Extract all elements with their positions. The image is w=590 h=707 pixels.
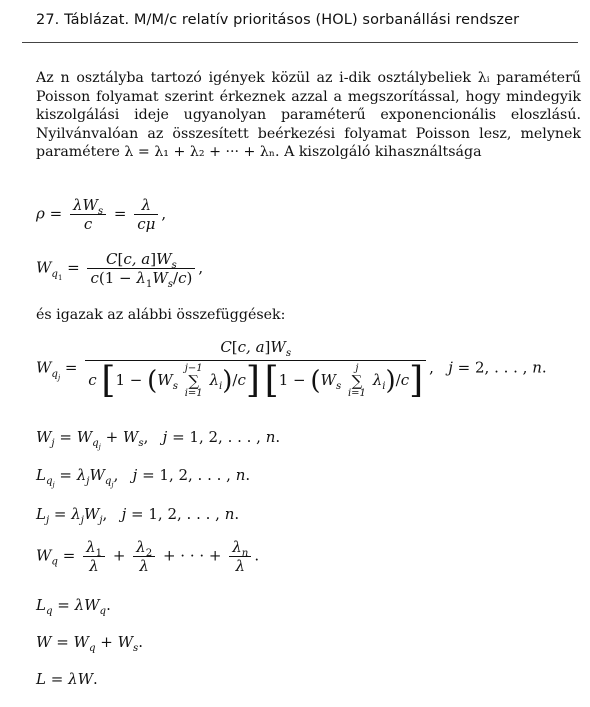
formula-rho: ρ = $\frac{\lambda W_s}{c}$ = $\frac{\lambda}{c\mu}$ ,: [36, 196, 167, 233]
formula-wqj: $W_{q_j}$ = C[c, $a]W_s$ c [$1 - (W_s$ j−1 ∑ i=1 $\lambda_i)/c$] [$1 - (W_s$ j ∑ i=1 $\lambda_i)/c$] , j = 2, . . . , n.: [36, 338, 547, 401]
table-heading: 27. Táblázat. M/M/c relatív prioritásos (HOL) sorbanállási rendszer: [36, 12, 520, 28]
formula-wj: $W_j = W_{q_j} + W_s$, j = 1, 2, . . . , n.: [36, 428, 281, 452]
formula-lq: $L_q = \lambda W_q$.: [36, 596, 111, 617]
heading-rule: [22, 42, 578, 43]
formula-wq: $W_q$ = $\frac{\lambda_1}{\lambda}$ + $\frac{\lambda_2}{\lambda}$ + · · · + $\frac{\lambda_n}{\lambda}$ .: [36, 538, 260, 575]
formula-lqj: $L_{q_j} = \lambda_jW_{q_j}$, j = 1, 2, . . . , n.: [36, 466, 251, 490]
intro-paragraph: Az n osztályba tartozó igények közül az i-dik osztálybeliek λᵢ paraméterű Poisson folyamat szerint érkeznek azzal a megszorítással, hogy mindegyik kiszolgálási ideje ugyanolyan paraméterű exponencionális eloszlású. Nyilvánvalóan az összesített beérkezési folyamat Poisson lesz, melynek paramétere λ = λ₁ + λ₂ + ··· + λₙ. A kiszolgáló kihasználtsága: [36, 70, 581, 160]
connector-text: és igazak az alábbi összefüggések:: [36, 307, 286, 323]
formula-w: $W = W_q + W_s$.: [36, 633, 144, 654]
formula-wq1: $W_{q_1}$ = $\frac{C[c, a]W_s}{c(1 - \lambda_1W_s/c)}$ ,: [36, 250, 204, 290]
formula-l: L = λW.: [36, 670, 98, 688]
formula-lj: $L_j = \lambda_jW_j$, j = 1, 2, . . . , n.: [36, 505, 240, 526]
